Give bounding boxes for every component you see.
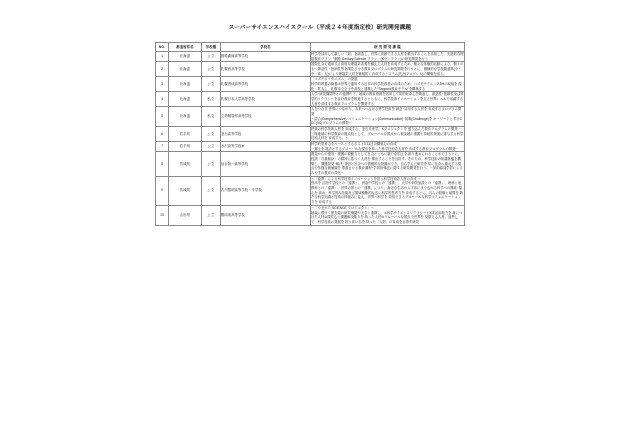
cell-prefecture: 宮城県 (169, 152, 202, 176)
cell-school-name: 鶴岡南高等学校 (221, 205, 311, 225)
table-row (156, 142, 465, 152)
cell-topic: 科学を活用して新しい「知」を創造し、世界に貢献できる人材を輩出することを目指した、先進的な理数教育プラン「釧路 Century Science プラン」(Kセンプラン)の研究開発を行う (311, 52, 464, 61)
column-header-topic: 研 究 開 発 課 題 (311, 43, 465, 52)
table-row (156, 77, 465, 92)
cell-no: 1 (156, 52, 169, 62)
table-row (156, 152, 465, 176)
cell-prefecture: 岩手県 (169, 142, 202, 152)
cell-no: 2 (156, 62, 169, 77)
cell-school-type: 公立 (202, 205, 221, 225)
cell-school-type: 公立 (202, 62, 221, 77)
cell-no: 5 (156, 107, 169, 127)
cell-no: 6 (156, 127, 169, 142)
cell-school-type: 私立 (202, 92, 221, 107)
cell-prefecture: 北海道 (169, 107, 202, 127)
cell-school-name: 札幌西高等学校 (221, 62, 311, 77)
cell-topic: 「コズモポリタニズム」の発展 科学的教養の涵養は世界で通用する日本の科学技術者の育成のため、コズモサイエンス5Hの取組を 深化・拡大し、札幌市立全小中高校と連携した"Sapporo教育モデル"を構築する (311, 77, 465, 92)
cell-school-type: 公立 (202, 127, 221, 142)
cell-school-type: 私立 (202, 107, 221, 127)
column-header-no: NO. (156, 43, 169, 52)
cell-topic: ～「やまがた SCIENCE プロジェクト」～ 地域に根付く最先端の研究機関や大学と連携し、①科学サイエンスリテラシーとICT活用能力を 身につけた人材②探究心と課題解決能力を 持った人材③グローバルな視点で世界を 見据える人材、加熱して、科学技術の発展を 担う高い志を 持った「人財」の育成を目指す研究 (311, 205, 465, 225)
cell-prefecture: 北海道 (169, 92, 202, 107)
table-row (156, 92, 465, 107)
cell-school-name: 古川黎明高等学校・中学校 (221, 176, 311, 205)
cell-school-name: 釧路湖陵高等学校 (221, 52, 311, 62)
ssh-school-table-wrapper (155, 42, 464, 226)
cell-school-name: 立命館慶祥高等学校 (221, 107, 311, 127)
cell-topic: ～「連携」による科学技術イノベーションを担う科学技術系人材の育成 ～ 併高を 目指す学校との「連携」、併設中学校との「連携」、大学や研究施設との「連携」、理科と他教科との「連携」、世界の国との「連携」により、身近な生活から宇宙にまで広がる科学への興味･関心を 高め、科学的な技能及び領域横断的な広い科学的思考力を 育成するとに、自らの経験と疑問を 新たな科学知識と技術の枠組みに変え、世界へ科学を 発信できるグローバルな科学コミュニケーション力を 育成する (311, 176, 463, 205)
cell-topic: 将来の科学技術人材を 育成する、釜石未来学、Kプロジェクトを 盛り込んだ教育プログラムの開発 ～三陸地域の科学教育の拠点校として、グローバルな視点から被災地の復興と持続的発展に寄与する科学技術人材を 育成する。～ (311, 127, 464, 141)
cell-prefecture: 山形県 (169, 205, 202, 225)
page-title: スーパーサイエンスハイスクール（平成２４年度指定校）研究開発課題 (228, 25, 412, 31)
ssh-school-table (155, 42, 465, 226)
cell-school-name: 水沢高等学校★ (221, 142, 311, 152)
column-header-prefecture: 都道府県名 (169, 43, 202, 52)
table-row (156, 62, 465, 77)
cell-no: 3 (156, 77, 169, 92)
table-body (156, 52, 465, 226)
cell-school-name: 釜石高等学校 (221, 127, 311, 142)
cell-prefecture: 北海道 (169, 77, 202, 92)
cell-school-type: 公立 (202, 77, 221, 92)
cell-topic: 国際社会で通用する高度な理数系素養を備えた人材を育成するため、様々な体験的活動により、個々のもつ創造性・独創性等を開花させる教育プログラムの研究開発を行うとに、積極的な学校間連携(小・中・高・大)により理数系人材を継続的に育成するシステム(札西プログレス)の構築を図る。 (311, 62, 464, 76)
cell-no: 10 (156, 205, 169, 225)
cell-school-name: 札幌日本大学高等学校 (221, 92, 311, 107)
cell-prefecture: 岩手県 (169, 127, 202, 142)
cell-prefecture: 北海道 (169, 62, 202, 77)
cell-no: 4 (156, 92, 169, 107)
cell-school-name: 仙台第一高等学校 (221, 152, 311, 176)
table-row (156, 127, 465, 142)
table-header-row (156, 43, 465, 52)
cell-prefecture: 宮城県 (169, 176, 202, 205)
cell-topic: 科学的思考力をベースとするポスト3.11社会構築力の育成 －郷土を 拠点とするグローバルな視点を持った科学技術系人材を 育成する教育プログラムの開発－ (311, 142, 465, 152)
cell-school-name: 札幌啓成高等学校 (221, 77, 311, 92)
cell-topic: 大学･研究機関等との連携の下、地域の教育資源を活用して知的好奇心を喚起し、創造性･独創性及び科学的リテラシーを育む教育を推進するとともに、科学技術イノベーションを支え世界レベルで活躍する人材を育成する教育プログラムを開発する (311, 92, 464, 106)
cell-no: 9 (156, 176, 169, 205)
cell-school-type: 公立 (202, 142, 221, 152)
cell-school-type: 公立 (202, 52, 221, 62)
table-row (156, 52, 465, 62)
cell-school-type: 公立 (202, 152, 221, 176)
column-header-school-type: 学校種 (202, 43, 221, 52)
table-row (156, 107, 465, 127)
table-row (156, 205, 465, 225)
cell-topic: 人をつなぎ 世界につながり、未来へつなげる科学技術を 創造･活用する人材を 育成するプログラム開発 ～総合(Comprehensive)･コミュニケーション(Communication)･挑戦(Challenge)を キーワードとするCCC(3C)プログラムの開発～ (311, 107, 465, 127)
cell-topic: 震災からの復旧・復興の原動力として社会とともに新たな国土を 創り進められることができるとに、校訓「自重献身」の精神に基づく人材を 輩出することを目指す。そのため、科学技術の知識基盤を構築し、課題発見･解決･発信と社会への情報的な発揮ができ、自ら学んだ研究を 常に社会へ還元する視点や多様な価値観を 尊重させる教育課程･学習指導法に関する研究開発を行う。～知的協同学習によるみやぎの教育の深化～ (311, 152, 463, 176)
cell-no: 8 (156, 152, 169, 176)
cell-no: 7 (156, 142, 169, 152)
column-header-school-name: 学校名 (221, 43, 311, 52)
cell-school-type: 公立 (202, 176, 221, 205)
cell-prefecture: 北海道 (169, 52, 202, 62)
table-row (156, 176, 465, 205)
